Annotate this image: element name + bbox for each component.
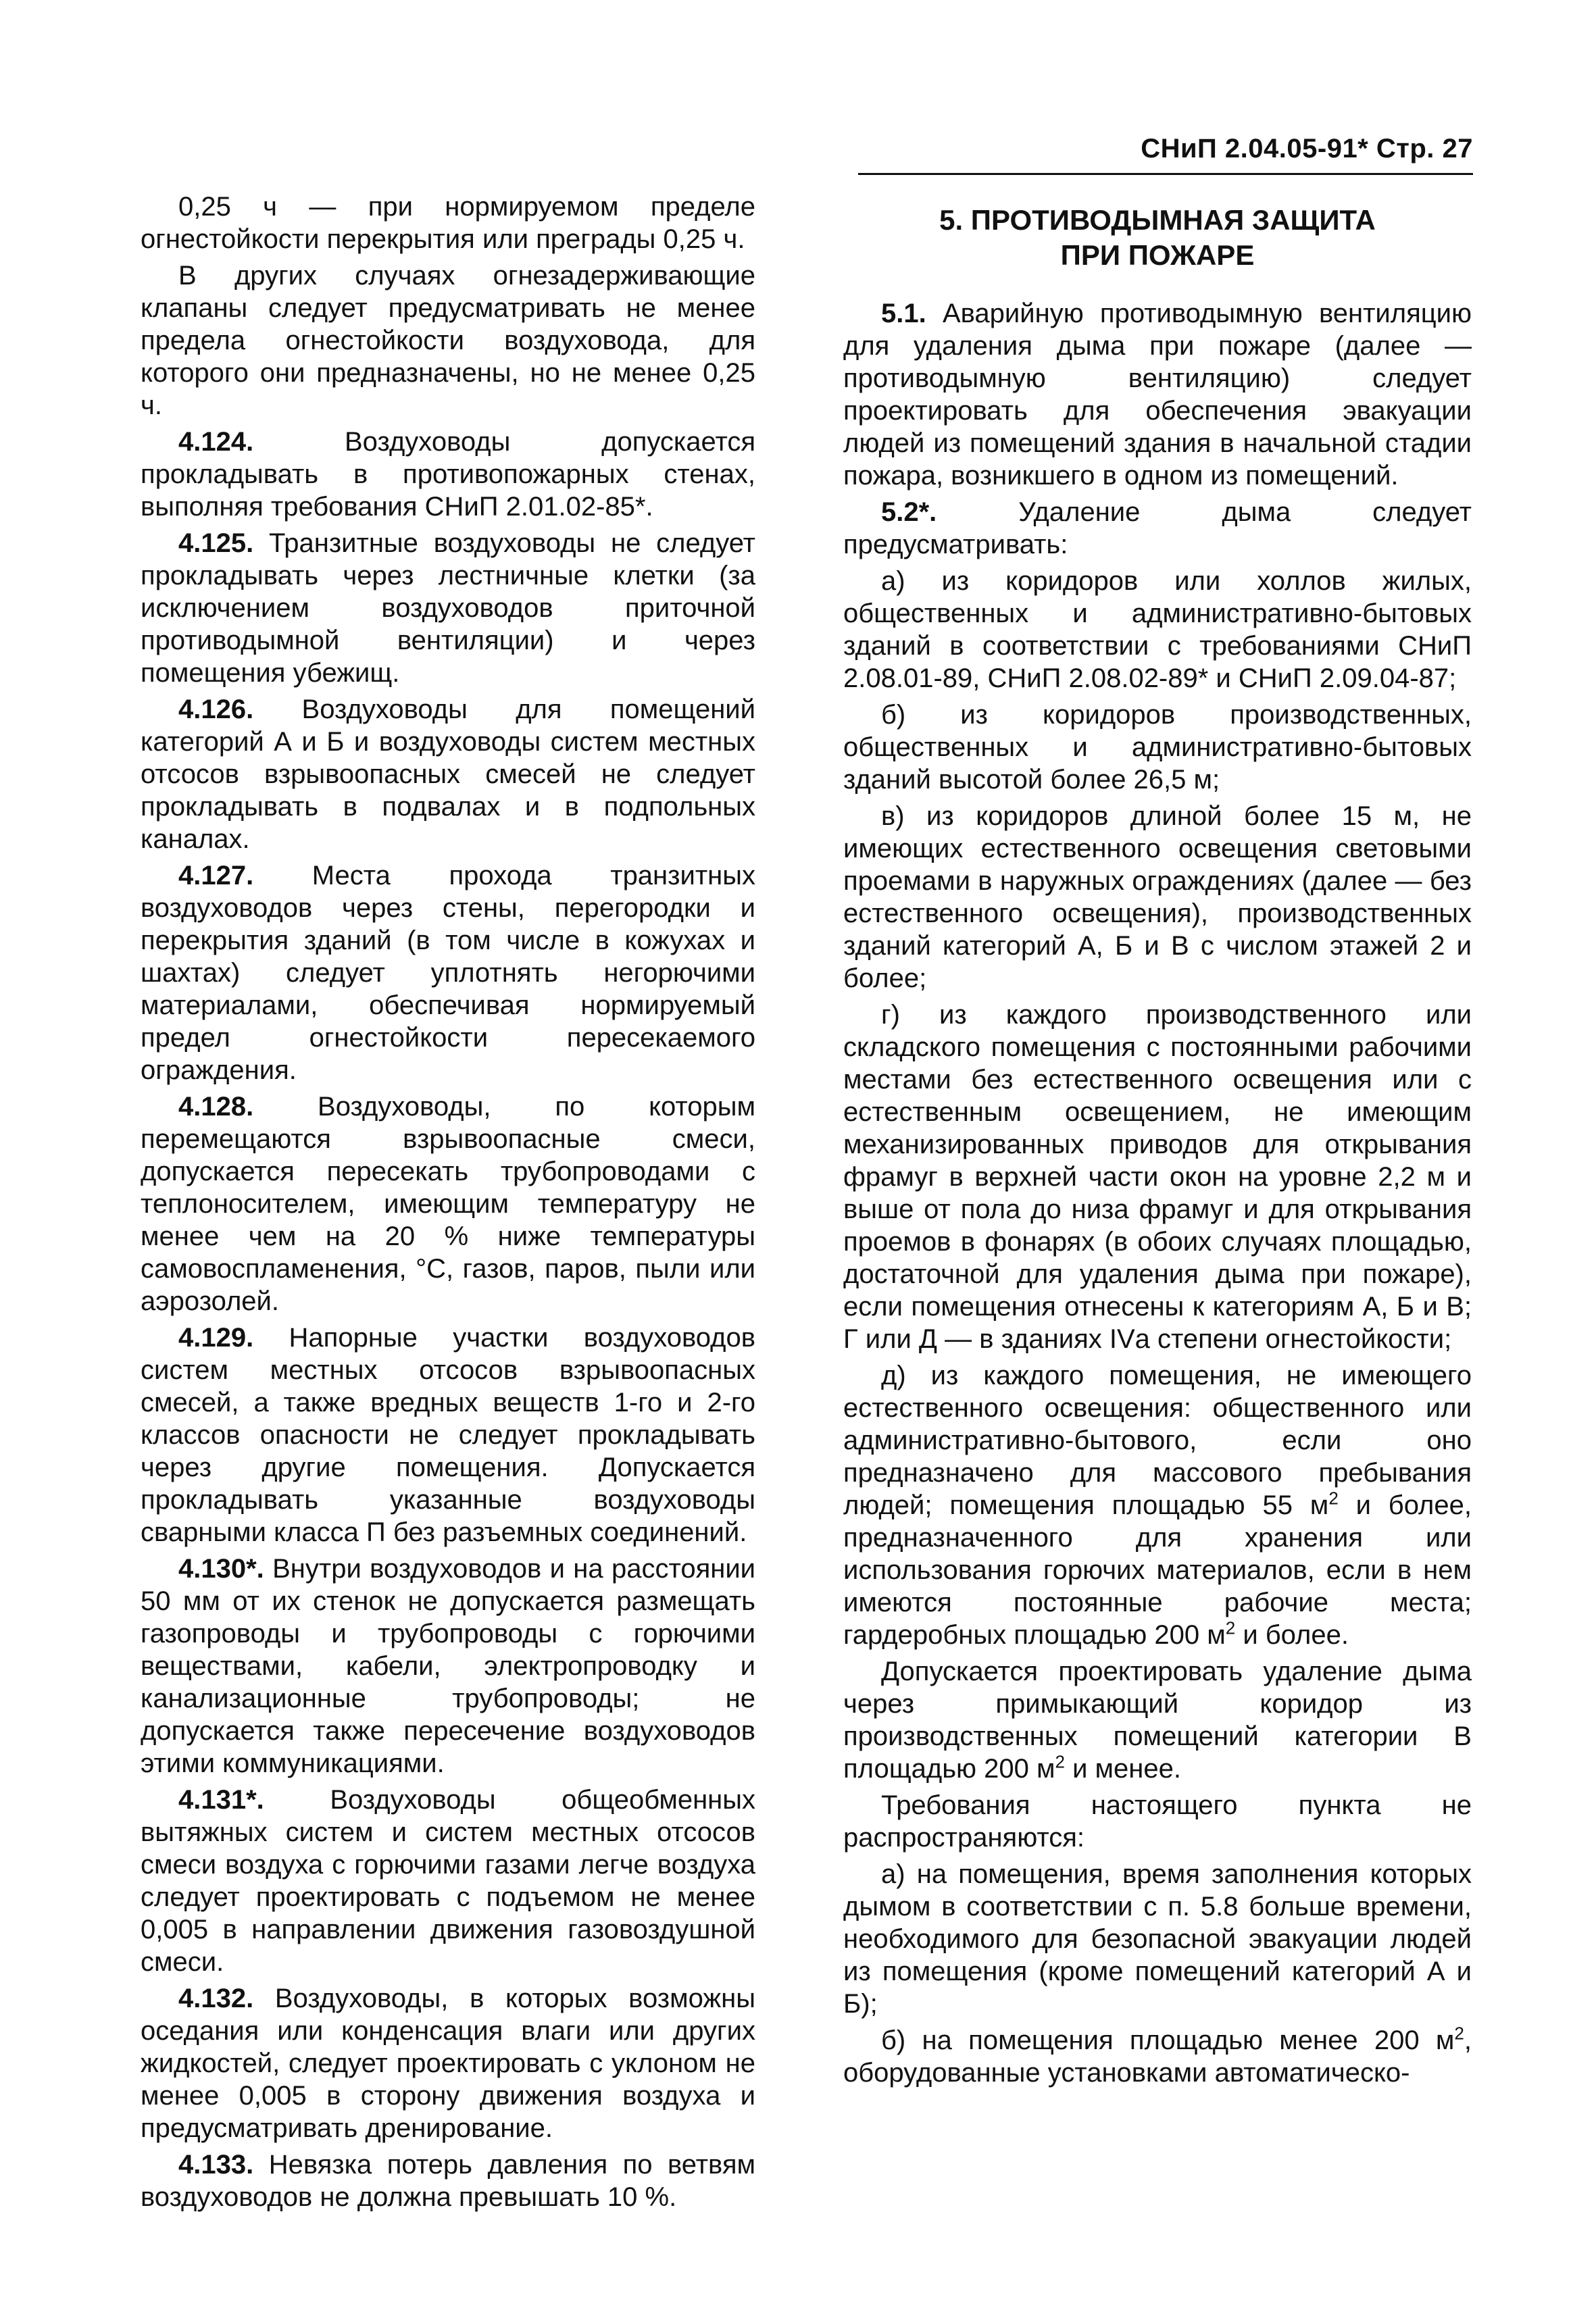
- clause-number: 4.131*.: [178, 1785, 264, 1815]
- exception-item-b: [843, 2024, 1472, 2089]
- superscript: 2: [1055, 1751, 1065, 1772]
- clause-5-1: [843, 297, 1472, 492]
- left-column: [141, 191, 755, 2217]
- list-item-g: г) из каждого производственного или складского помещения с постоянными рабочими местами без естественного освещения или с естественным освещением, не имеющим механизированных приводов для открывания фрамуг в верхней части окон на уровне 2,2 м и выше от пола до низа фрамуг и для открывания проемов в фонарях (в обоих случаях площадью, достаточной для удаления дыма при пожаре), если помещения отнесены к категориям А, Б и В; Г или Д — в зданиях IVа степени огнестойкости;: [843, 1000, 1472, 1354]
- exception-item-a: а) на помещения, время заполнения которых дымом в соответствии с п. 5.8 больше времени, необходимого для безопасной эвакуации людей из помещения (кроме помещений категорий А и Б);: [843, 1859, 1472, 2019]
- clause-4-126: [141, 693, 755, 855]
- section-title: [843, 203, 1472, 273]
- clause-number: 4.133.: [178, 2150, 254, 2180]
- section-title-line-1: 5. ПРОТИВОДЫМНАЯ ЗАЩИТА: [939, 204, 1376, 236]
- clause-4-129: [141, 1322, 755, 1549]
- paragraph-continuation: 0,25 ч — при нормируемом пределе огнестойкости перекрытия или преграды 0,25 ч.: [141, 192, 755, 254]
- clause-4-125: [141, 527, 755, 689]
- clause-text: Воздуховоды, по которым перемещаются взрывоопасные смеси, допускается пересекать трубопроводами с теплоносителем, имеющим температуру не менее чем на 20 % ниже температуры самовоспламенения, °С, газов, паров, пыли или аэрозолей.: [141, 1092, 755, 1316]
- clause-text: Воздуховоды общеобменных вытяжных систем и систем местных отсосов смеси воздуха с горючими газами легче воздуха следует проектировать с подъемом не менее 0,005 в направлении движения газовоздушной смеси.: [141, 1785, 755, 1977]
- clause-text: Воздуховоды для помещений категорий А и Б и воздуховоды систем местных отсосов взрывоопасных смесей не следует прокладывать в подвалах и в подпольных каналах.: [141, 695, 755, 854]
- running-header: СНиП 2.04.05-91* Стр. 27: [1141, 134, 1473, 164]
- clause-number: 5.1.: [881, 299, 926, 328]
- clause-number: 4.125.: [178, 528, 254, 558]
- clause-4-131: [141, 1784, 755, 1978]
- superscript: 2: [1225, 1617, 1236, 1638]
- clause-number: 4.124.: [178, 427, 254, 457]
- list-item-a: а) из коридоров или холлов жилых, общественных и административно-бытовых зданий в соответствии с требованиями СНиП 2.08.01-89, СНиП 2.08.02-89* и СНиП 2.09.04-87;: [843, 566, 1472, 693]
- clause-4-124: [141, 426, 755, 523]
- paragraph-allowance: [843, 1655, 1472, 1785]
- clause-number: 4.127.: [178, 861, 254, 890]
- header-rule: [858, 173, 1473, 175]
- clause-5-2: [843, 496, 1472, 561]
- list-item-v: в) из коридоров длиной более 15 м, не имеющих естественного освещения световыми проемами в наружных ограждениях (далее — без естественного освещения), производственных зданий категорий А, Б и В с числом этажей 2 и более;: [843, 801, 1472, 993]
- text-fragment: Допускается проектировать удаление дыма через примыкающий коридор из производственных помещений категории В площадью 200 м: [843, 1657, 1472, 1784]
- list-item-b: б) из коридоров производственных, общественных и административно-бытовых зданий высотой более 26,5 м;: [843, 700, 1472, 795]
- text-fragment: , оборудованные установками автоматическо-: [843, 2026, 1472, 2088]
- text-fragment: д) из каждого помещения, не имеющего естественного освещения: общественного или административно-бытового, если оно предназначено для массового пребывания людей; помещения площадью 55 м: [843, 1361, 1472, 1520]
- clause-number: 4.129.: [178, 1323, 254, 1353]
- clause-4-130: [141, 1553, 755, 1780]
- clause-4-132: [141, 1982, 755, 2144]
- paragraph: В других случаях огнезадерживающие клапаны следует предусматривать не менее предела огнестойкости воздуховода, для которого они предназначены, но не менее 0,25 ч.: [141, 261, 755, 420]
- text-fragment: и более, предназначенного для хранения или использования горючих материалов, если в нем имеются постоянные рабочие места; гардеробных площадью 200 м: [843, 1490, 1472, 1650]
- clause-text: Напорные участки воздуховодов систем местных отсосов взрывоопасных смесей, а также вредных веществ 1-го и 2-го классов опасности не следует прокладывать через другие помещения. Допускается прокладывать указанные воздуховоды сварными класса П без разъемных соединений.: [141, 1323, 755, 1547]
- clause-text: Транзитные воздуховоды не следует прокладывать через лестничные клетки (за исключением воздуховодов приточной противодымной вентиляции) и через помещения убежищ.: [141, 528, 755, 688]
- clause-text: Невязка потерь давления по ветвям воздуховодов не должна превышать 10 %.: [141, 2150, 755, 2212]
- text-fragment: и менее.: [1064, 1754, 1181, 1784]
- clause-text: Внутри воздуховодов и на расстоянии 50 мм от их стенок не допускается размещать газопроводы и трубопроводы с горючими веществами, кабели, электропроводку и канализационные трубопроводы; не допускается также пересечение воздуховодов этими коммуникациями.: [141, 1554, 755, 1778]
- clause-text: Воздуховоды допускается прокладывать в противопожарных стенах, выполняя требования СНиП 2.01.02-85*.: [141, 427, 755, 522]
- clause-text: Воздуховоды, в которых возможны оседания или конденсация влаги или других жидкостей, следует проектировать с уклоном не менее 0,005 в сторону движения воздуха и предусматривать дренирование.: [141, 1984, 755, 2143]
- clause-number: 4.128.: [178, 1092, 254, 1122]
- paragraph-exceptions: Требования настоящего пункта не распространяются:: [843, 1790, 1472, 1853]
- clause-text: Аварийную противодымную вентиляцию для удаления дыма при пожаре (далее — противодымную вентиляцию) следует проектировать для обеспечения эвакуации людей из помещений здания в начальной стадии пожара, возникшего в одном из помещений.: [843, 299, 1472, 491]
- clause-number: 5.2*.: [881, 497, 937, 527]
- list-item-d: [843, 1359, 1472, 1651]
- clause-4-128: [141, 1090, 755, 1317]
- clause-text: Места прохода транзитных воздуховодов через стены, перегородки и перекрытия зданий (в том числе в кожухах и шахтах) следует уплотнять негорючими материалами, обеспечивая нормируемый предел огнестойкости пересекаемого ограждения.: [141, 861, 755, 1085]
- section-title-line-2: ПРИ ПОЖАРЕ: [1060, 239, 1255, 271]
- clause-number: 4.132.: [178, 1984, 254, 2013]
- clause-4-133: [141, 2148, 755, 2213]
- clause-4-127: [141, 859, 755, 1086]
- clause-text: Удаление дыма следует предусматривать:: [843, 497, 1472, 559]
- superscript: 2: [1328, 1488, 1339, 1509]
- text-fragment: б) на помещения площадью менее 200 м: [881, 2026, 1455, 2055]
- right-column: [843, 191, 1472, 2093]
- clause-number: 4.126.: [178, 695, 254, 724]
- clause-number: 4.130*.: [178, 1554, 264, 1584]
- text-fragment: и более.: [1235, 1620, 1349, 1650]
- superscript: 2: [1454, 2023, 1464, 2044]
